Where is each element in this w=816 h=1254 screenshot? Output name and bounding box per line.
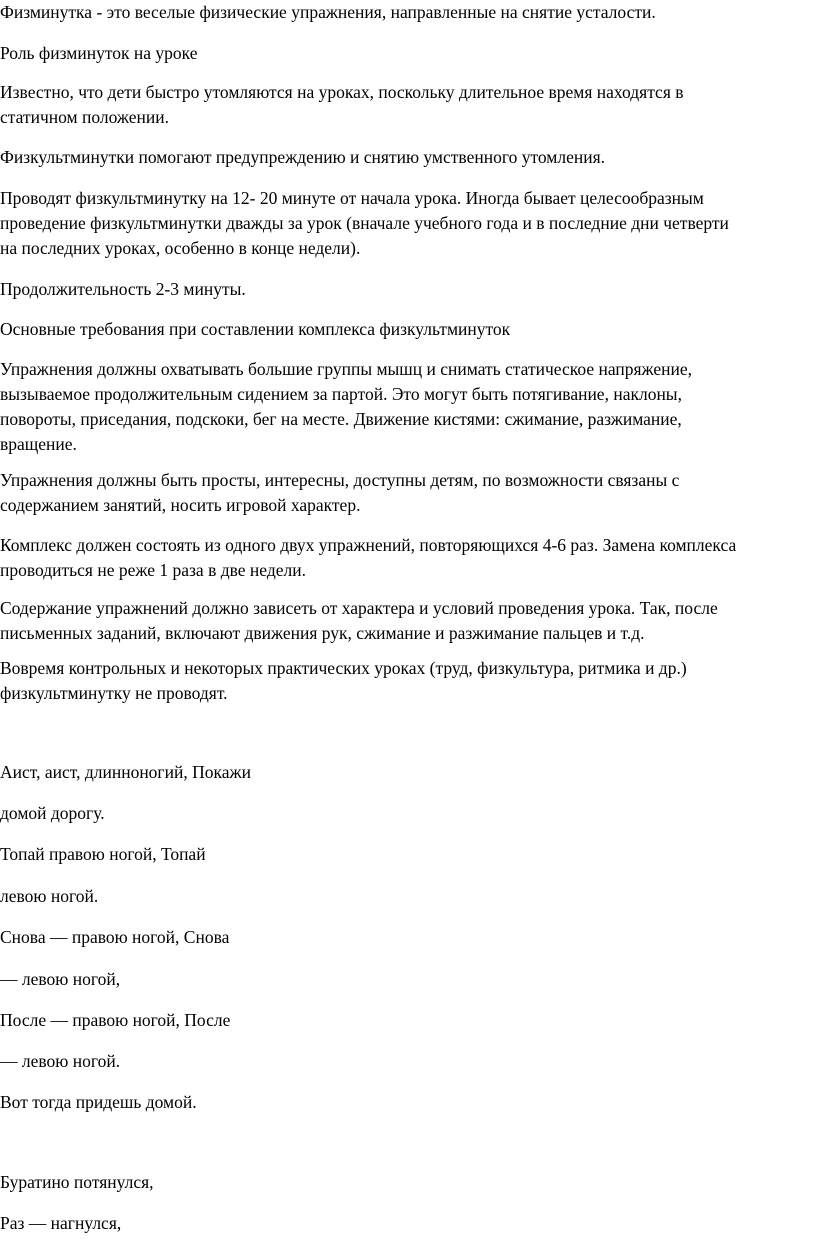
poem-line: Топай правою ногой, Топай — [0, 844, 206, 864]
paragraph-line: вращение. — [0, 434, 77, 454]
paragraph-line: статичном положении. — [0, 107, 170, 127]
paragraph-line: Содержание упражнений должно зависеть от характера и условий проведения урока. Так, после — [0, 598, 718, 618]
poem-line: домой дорогу. — [0, 803, 105, 823]
paragraph-line: проводиться не реже 1 раза в две недели. — [0, 560, 306, 580]
paragraph-line: письменных заданий, включают движения рук, сжимание и разжимание пальцев и т.д. — [0, 623, 645, 643]
paragraph-line: содержанием занятий, носить игровой характер. — [0, 495, 361, 515]
paragraph-line: Проводят физкультминутку на 12- 20 минуте от начала урока. Иногда бывает целесообразным — [0, 188, 704, 208]
paragraph-line: Основные требования при составлении комплекса физкультминуток — [0, 319, 511, 339]
paragraph-line: Комплекс должен состоять из одного двух упражнений, повторяющихся 4-6 раз. Замена комплекса — [0, 535, 737, 555]
poem-line: Буратино потянулся, — [0, 1172, 154, 1192]
paragraph-line: Известно, что дети быстро утомляются на уроках, поскольку длительное время находятся в — [0, 82, 684, 102]
poem-line: После — правою ногой, После — [0, 1010, 231, 1030]
poem-line: — левою ногой, — [0, 969, 121, 989]
poem-line: Раз — нагнулся, — [0, 1213, 122, 1233]
poem-line: Аист, аист, длинноногий, Покажи — [0, 762, 251, 782]
paragraph-line: проведение физкультминутки дважды за урок (вначале учебного года и в последние дни четверти — [0, 213, 729, 233]
paragraph-line: Упражнения должны быть просты, интересны, доступны детям, по возможности связаны с — [0, 470, 680, 490]
paragraph-line: Продолжительность 2-3 минуты. — [0, 279, 246, 299]
paragraph-line: физкультминутку не проводят. — [0, 683, 228, 703]
paragraph-line: Физминутка - это веселые физические упражнения, направленные на снятие усталости. — [0, 2, 656, 22]
paragraph-line: Вовремя контрольных и некоторых практических уроках (труд, физкультура, ритмика и др.) — [0, 658, 687, 678]
paragraph-line: Роль физминуток на уроке — [0, 43, 198, 63]
poem-line: — левою ногой. — [0, 1051, 121, 1071]
poem-line: Снова — правою ногой, Снова — [0, 927, 230, 947]
paragraph-line: повороты, приседания, подскоки, бег на месте. Движение кистями: сжимание, разжимание, — [0, 409, 682, 429]
paragraph-line: Физкультминутки помогают предупреждению и снятию умственного утомления. — [0, 147, 606, 167]
paragraph-line: вызываемое продолжительным сидением за партой. Это могут быть потягивание, наклоны, — [0, 384, 682, 404]
paragraph-line: Упражнения должны охватывать большие группы мышц и снимать статическое напряжение, — [0, 359, 693, 379]
poem-line: левою ногой. — [0, 886, 99, 906]
paragraph-line: на последних уроках, особенно в конце недели). — [0, 238, 361, 258]
poem-line: Вот тогда придешь домой. — [0, 1092, 197, 1112]
